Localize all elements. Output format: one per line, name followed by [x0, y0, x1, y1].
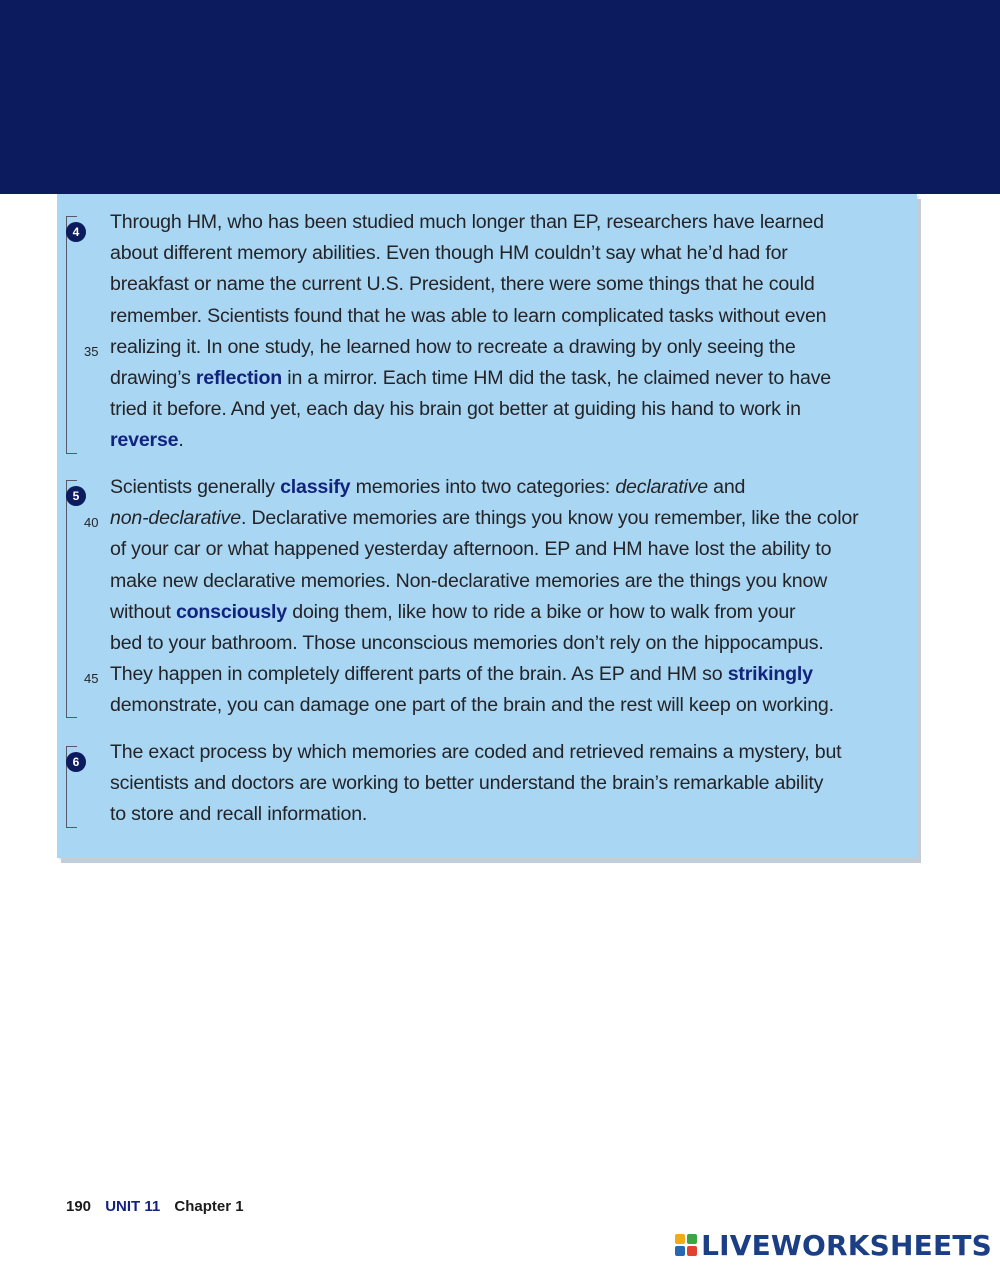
header-banner	[0, 0, 1000, 194]
paragraph-number-badge: 5	[66, 486, 86, 506]
text-line	[110, 394, 910, 425]
vocab-word: classify	[280, 476, 351, 498]
text-line	[110, 737, 910, 768]
text-segment: realizing it. In one study, he learned how to recreate a drawing by only seeing the	[110, 335, 796, 358]
vocab-word: reverse	[110, 429, 179, 452]
text-segment: to store and recall information.	[110, 803, 368, 826]
text-segment: tried it before. And yet, each day his brain got better at guiding his hand to work in	[110, 398, 801, 421]
line-number: 35	[84, 344, 99, 359]
watermark-text: LIVEWORKSHEETS	[701, 1228, 992, 1262]
text-segment: .	[178, 429, 184, 452]
text-line	[110, 534, 910, 565]
paragraph-5	[110, 472, 910, 722]
paragraph-marker-4	[66, 210, 88, 455]
text-segment: The exact process by which memories are coded and retrieved remains a mystery, but	[110, 741, 842, 763]
text-segment: without	[110, 600, 176, 623]
italic-term: declarative	[615, 476, 708, 498]
text-line	[110, 332, 910, 363]
line-number: 45	[84, 671, 99, 686]
italic-term: non-declarative	[110, 507, 241, 530]
vocab-word: strikingly	[727, 663, 813, 686]
text-segment: make new declarative memories. Non-declarative memories are the things you know	[110, 569, 828, 592]
text-segment: Through HM, who has been studied much longer than EP, researchers have learned	[110, 211, 824, 233]
text-segment: breakfast or name the current U.S. President, there were some things that he could	[110, 273, 815, 296]
text-line	[110, 628, 910, 659]
text-segment: doing them, like how to ride a bike or how to walk from your	[287, 600, 796, 623]
text-segment: demonstrate, you can damage one part of the brain and the rest will keep on working.	[110, 694, 834, 717]
text-segment: scientists and doctors are working to better understand the brain’s remarkable ability	[110, 772, 824, 795]
paragraph-number-badge: 6	[66, 752, 86, 772]
paragraph-number-badge: 4	[66, 222, 86, 242]
paragraph-bracket	[66, 480, 77, 718]
page-footer	[66, 1198, 244, 1215]
text-segment: . Declarative memories are things you know you remember, like the color	[240, 507, 859, 530]
page-number: 190	[66, 1198, 92, 1215]
text-line	[110, 768, 910, 799]
text-line	[110, 301, 910, 332]
text-segment: bed to your bathroom. Those unconscious memories don’t rely on the hippocampus.	[110, 632, 824, 655]
text-segment: remember. Scientists found that he was able to learn complicated tasks without even	[110, 304, 827, 327]
chapter-label: Chapter 1	[174, 1198, 244, 1215]
text-segment: drawing’s	[110, 367, 196, 390]
text-line	[110, 799, 910, 830]
text-line	[110, 503, 910, 534]
text-segment: of your car or what happened yesterday afternoon. EP and HM have lost the ability to	[110, 538, 832, 561]
text-segment: and	[707, 476, 746, 498]
text-line	[110, 659, 910, 690]
text-line	[110, 566, 910, 597]
vocab-word: reflection	[195, 367, 283, 390]
line-number: 40	[84, 515, 99, 530]
text-segment: They happen in completely different parts of the brain. As EP and HM so	[110, 663, 728, 686]
liveworksheets-logo-icon	[675, 1234, 697, 1256]
text-line	[110, 472, 910, 503]
text-segment: Scientists generally	[110, 476, 281, 498]
vocab-word: consciously	[175, 600, 287, 623]
paragraph-bracket	[66, 216, 77, 454]
text-line	[110, 597, 910, 628]
unit-label: UNIT 11	[105, 1198, 161, 1215]
text-segment: memories into two categories:	[350, 476, 616, 498]
paragraph-marker-6	[66, 740, 88, 828]
paragraph-6	[110, 737, 910, 831]
text-line	[110, 238, 910, 269]
text-line	[110, 425, 910, 456]
text-line	[110, 690, 910, 721]
text-line	[110, 363, 910, 394]
text-segment: about different memory abilities. Even though HM couldn’t say what he’d had for	[110, 242, 788, 265]
liveworksheets-watermark	[675, 1228, 992, 1262]
paragraph-4	[110, 207, 910, 457]
text-line	[110, 269, 910, 300]
text-segment: in a mirror. Each time HM did the task, he claimed never to have	[282, 367, 831, 390]
text-line	[110, 207, 910, 238]
